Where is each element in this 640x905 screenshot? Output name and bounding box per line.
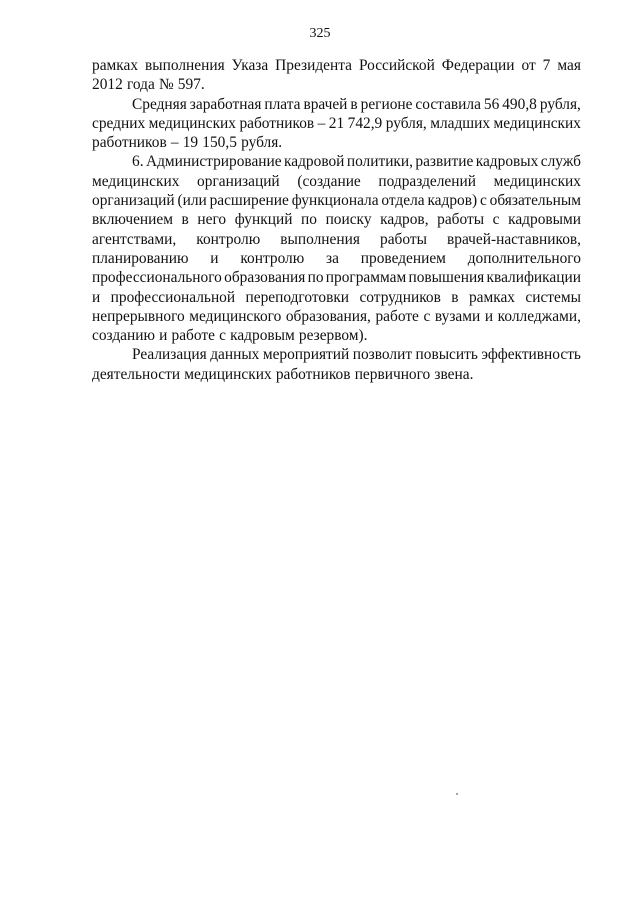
text-line: Реализация данных мероприятий позволит повысить эффективность — [132, 346, 581, 364]
text-line: работников – 19 150,5 рубля. — [92, 134, 283, 152]
paragraph — [92, 56, 581, 95]
text-line: включением в него функций по поиску кадров, работы с кадровыми — [92, 211, 581, 229]
paragraph — [92, 95, 581, 153]
text-line: профессионального образования по программам повышения квалификации — [92, 269, 581, 287]
text-line: планированию и контролю за проведением дополнительного — [92, 249, 581, 267]
scan-speck — [456, 793, 458, 795]
text-line: Средняя заработная плата врачей в регионе составила 56 490,8 рубля, — [132, 95, 581, 113]
paragraph — [92, 345, 581, 384]
text-line: и профессиональной переподготовки сотрудников в рамках системы — [92, 288, 581, 306]
text-line: средних медицинских работников – 21 742,9 рубля, младших медицинских — [92, 114, 581, 132]
text-line: непрерывного медицинского образования, работе с вузами и колледжами, — [92, 307, 581, 325]
text-line: созданию и работе с кадровым резервом). — [92, 327, 368, 345]
page-number: 325 — [309, 26, 331, 41]
paragraph — [92, 152, 581, 345]
text-line: рамках выполнения Указа Президента Российской Федерации от 7 мая — [92, 57, 581, 74]
text-line: 6. Администрирование кадровой политики, развитие кадровых служб — [132, 153, 581, 171]
text-line: 2012 года № 597. — [92, 76, 205, 94]
text-line: агентствами, контролю выполнения работы врачей-наставников, — [92, 230, 581, 248]
text-line: медицинских организаций (создание подразделений медицинских — [92, 172, 581, 190]
text-line: организаций (или расширение функционала отдела кадров) с обязательным — [92, 192, 581, 210]
document-body — [92, 56, 581, 384]
text-line: деятельности медицинских работников первичного звена. — [92, 365, 474, 383]
